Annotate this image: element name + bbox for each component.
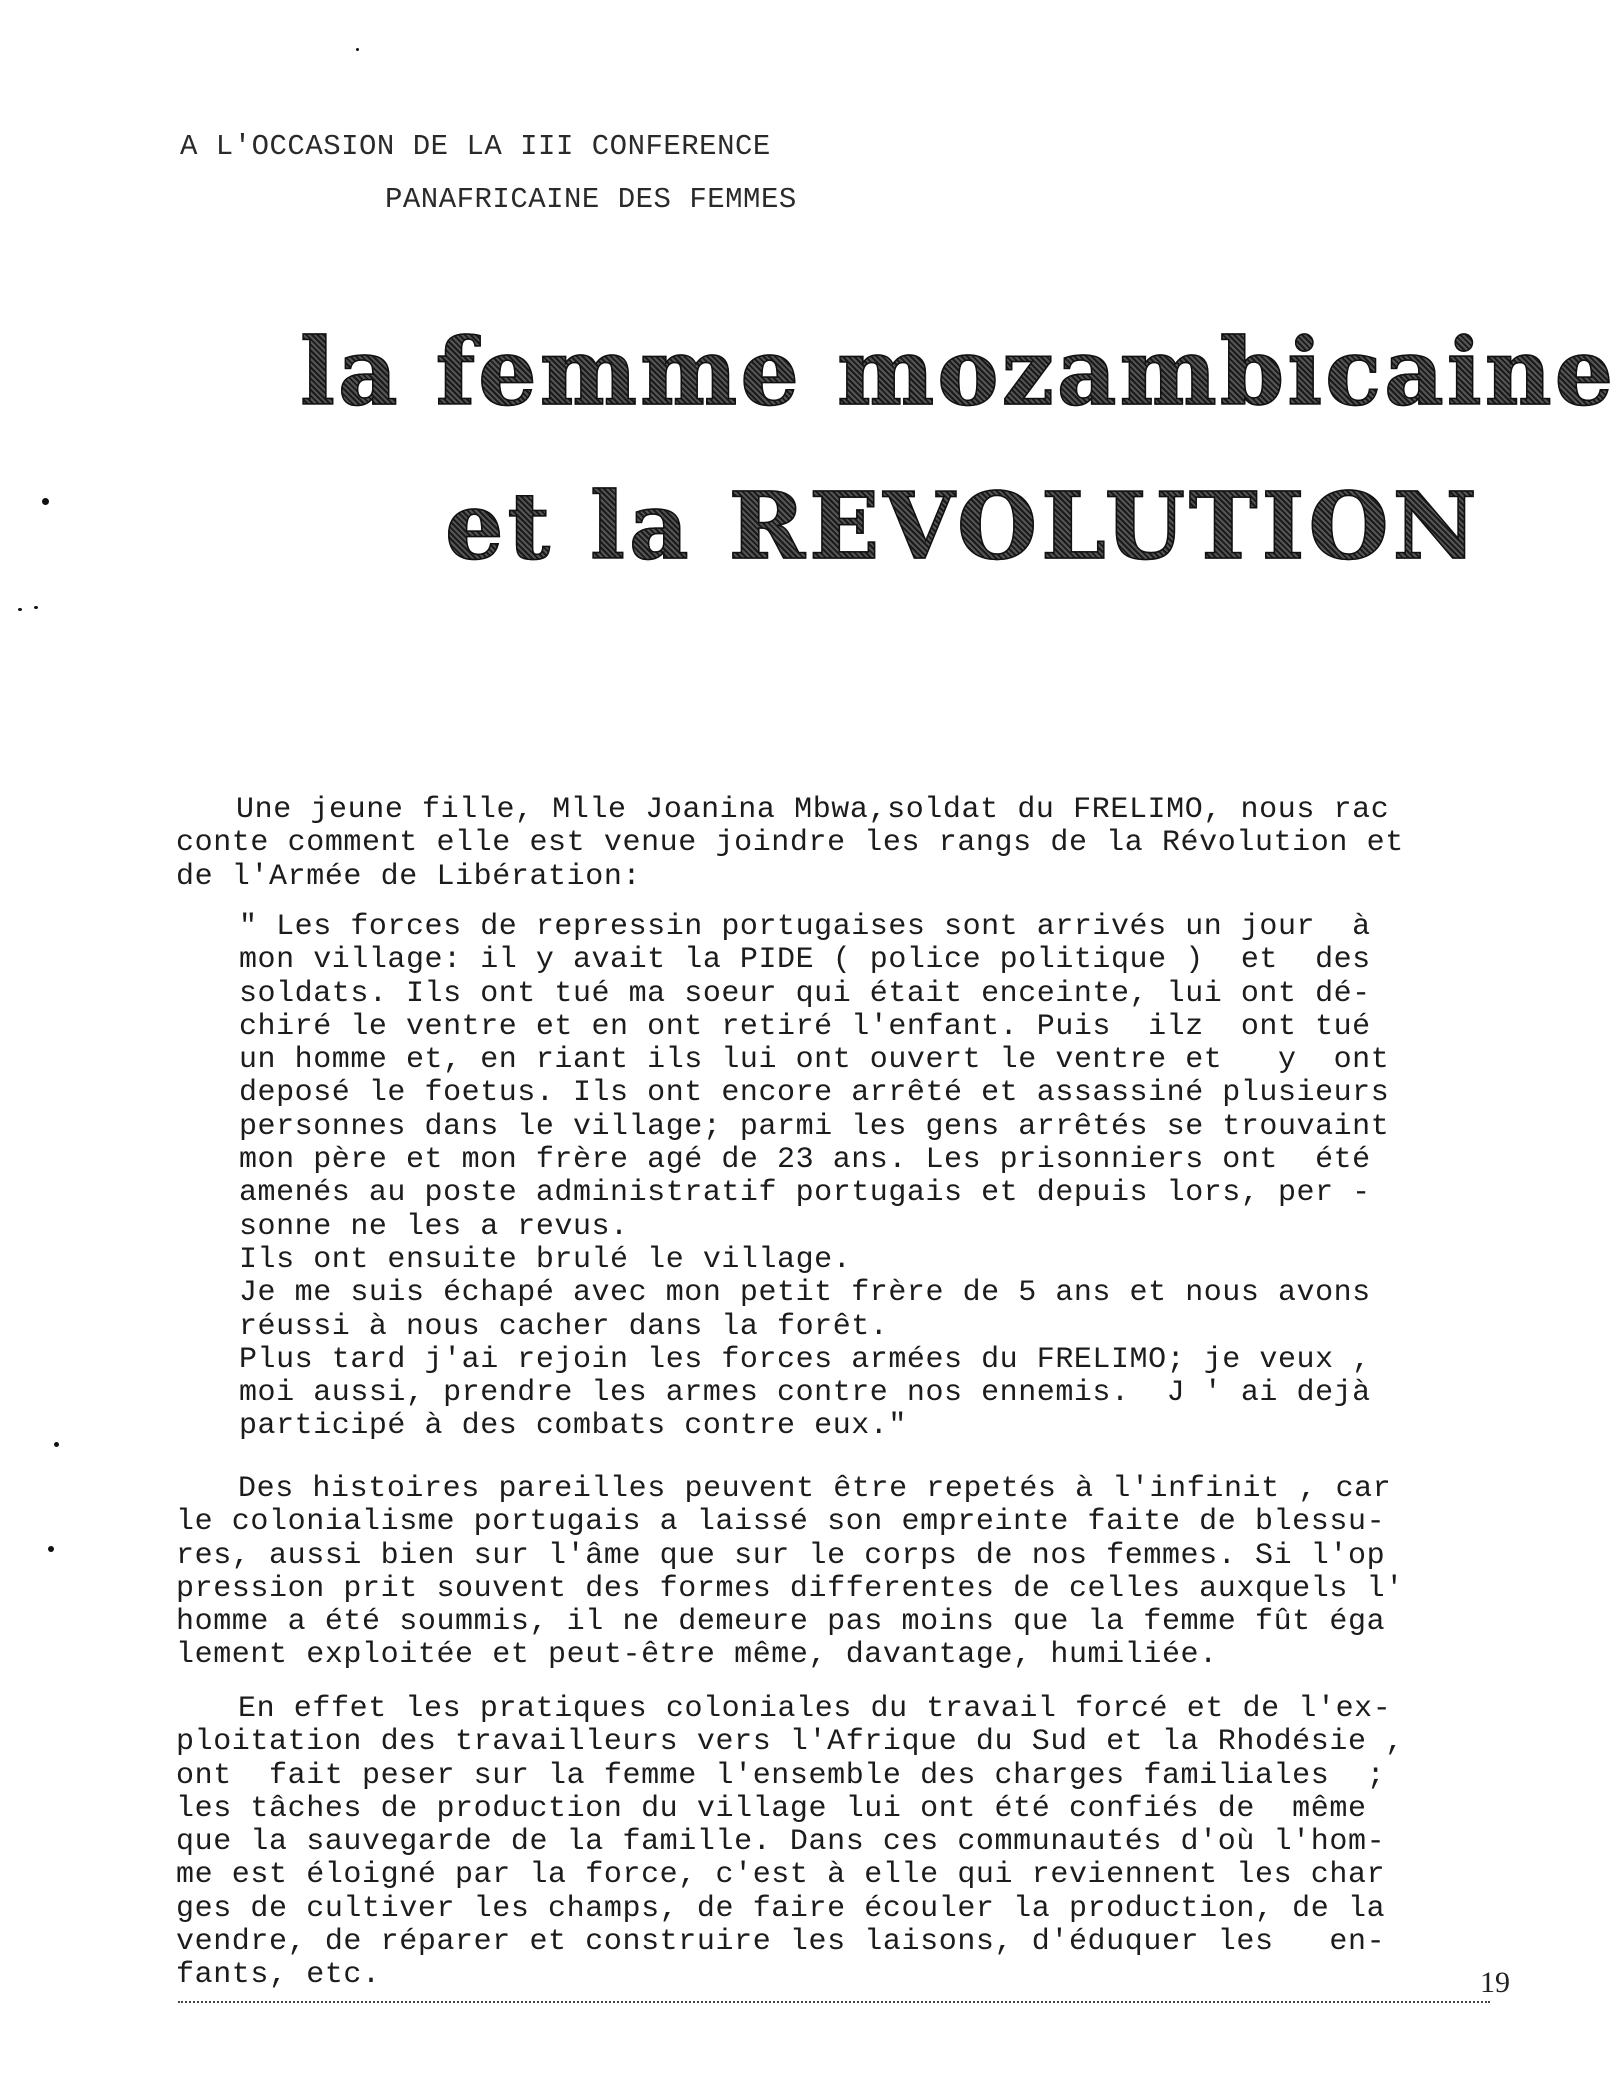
- paragraph-3: [176, 1693, 1546, 1993]
- quote-line: Je me suis échapé avec mon petit frère de 5 ans et nous avons: [239, 1276, 1371, 1311]
- quote-line: sonne ne les a revus.: [239, 1209, 629, 1244]
- quote-line: réussi à nous cacher dans la forêt.: [239, 1309, 889, 1344]
- paragraph-line: En effet les pratiques coloniales du travail forcé et de l'ex-: [238, 1692, 1392, 1726]
- quote-line: chiré le ventre et en ont retiré l'enfant. Puis ilz ont tué: [239, 1009, 1371, 1044]
- paragraph-line: fants, etc.: [176, 1958, 381, 1993]
- paragraph-line: ploitation des travailleurs vers l'Afrique du Sud et la Rhodésie ,: [176, 1725, 1404, 1760]
- title-line-2: et la REVOLUTION: [445, 472, 1481, 580]
- quote-line: participé à des combats contre eux.": [239, 1409, 907, 1444]
- paragraph-line: lement exploitée et peut-être même, davantage, humiliée.: [176, 1638, 1218, 1673]
- intro-paragraph: [176, 794, 1546, 894]
- quote-line: deposé le foetus. Ils ont encore arrêté et assassiné plusieurs: [239, 1076, 1390, 1111]
- paragraph-line: le colonialisme portugais a laissé son empreinte faite de blessu-: [176, 1505, 1386, 1540]
- quote-line: Plus tard j'ai rejoin les forces armées du FRELIMO; je veux ,: [239, 1342, 1371, 1377]
- paragraph-2: [176, 1473, 1546, 1673]
- paragraph-line: vendre, de réparer et construire les laisons, d'éduquer les en-: [176, 1925, 1386, 1960]
- intro-line: de l'Armée de Libération:: [176, 859, 642, 894]
- quote-line: amenés au poste administratif portugais et depuis lors, per -: [239, 1176, 1371, 1211]
- paragraph-line: que la sauvegarde de la famille. Dans ces communautés d'où l'hom-: [176, 1825, 1386, 1860]
- quote-line: mon village: il y avait la PIDE ( police politique ) et des: [239, 943, 1371, 978]
- quote-line: " Les forces de repressin portugaises sont arrivés un jour à: [239, 910, 1371, 944]
- quote-line: personnes dans le village; parmi les gens arrêtés se trouvaint: [239, 1109, 1390, 1144]
- testimony-quote: [239, 911, 1489, 1444]
- header-line-2: PANAFRICAINE DES FEMMES: [385, 183, 797, 216]
- paragraph-line: les tâches de production du village lui ont été confiés de même: [176, 1791, 1367, 1826]
- quote-line: un homme et, en riant ils lui ont ouvert le ventre et y ont: [239, 1043, 1390, 1078]
- footer-dotted-rule: [178, 2001, 1490, 2003]
- scan-speck: [34, 606, 38, 609]
- quote-line: Ils ont ensuite brulé le village.: [239, 1242, 852, 1277]
- quote-line: soldats. Ils ont tué ma soeur qui était enceinte, lui ont dé-: [239, 976, 1371, 1011]
- paragraph-line: me est éloigné par la force, c'est à elle qui reviennent les char: [176, 1858, 1386, 1893]
- title-line-1: la femme mozambicaine: [300, 318, 1616, 426]
- scan-speck: [42, 498, 49, 505]
- scan-speck: [356, 48, 359, 51]
- paragraph-line: Des histoires pareilles peuvent être repetés à l'infinit , car: [238, 1472, 1392, 1506]
- quote-line: moi aussi, prendre les armes contre nos ennemis. J ' ai dejà: [239, 1376, 1371, 1411]
- intro-line: conte comment elle est venue joindre les rangs de la Révolution et: [176, 826, 1404, 861]
- scan-speck: [48, 1546, 54, 1552]
- paragraph-line: ont fait peser sur la femme l'ensemble des charges familiales ;: [176, 1758, 1386, 1793]
- intro-line: Une jeune fille, Mlle Joanina Mbwa,soldat du FRELIMO, nous rac: [236, 793, 1390, 827]
- paragraph-line: pression prit souvent des formes differentes de celles auxquels l': [176, 1571, 1404, 1606]
- page-number: 19: [1480, 1966, 1510, 1999]
- paragraph-line: res, aussi bien sur l'âme que sur le corps de nos femmes. Si l'op: [176, 1538, 1386, 1573]
- scan-speck: [54, 1442, 59, 1447]
- paragraph-line: homme a été soummis, il ne demeure pas moins que la femme fût éga: [176, 1605, 1386, 1640]
- paragraph-line: ges de cultiver les champs, de faire écouler la production, de la: [176, 1891, 1386, 1926]
- scan-speck: [18, 608, 22, 611]
- header-line-1: A L'OCCASION DE LA III CONFERENCE: [180, 130, 771, 163]
- quote-line: mon père et mon frère agé de 23 ans. Les prisonniers ont été: [239, 1143, 1371, 1178]
